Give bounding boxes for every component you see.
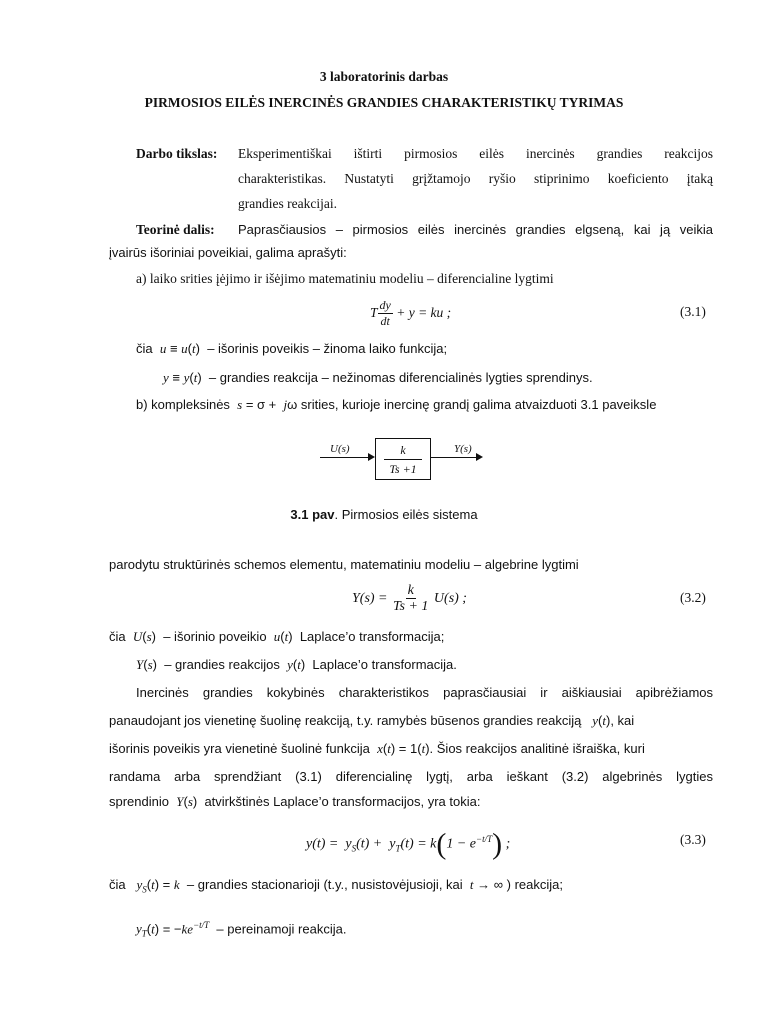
input-arrow-line bbox=[320, 457, 370, 458]
paragraph-1: parodytu struktūrinės schemos elementu, matematiniu modeliu – algebrine lygtimi bbox=[109, 557, 579, 572]
aim-label: Darbo tikslas: bbox=[136, 146, 218, 161]
cia-5: čia $y_S(t) = k$ – grandies stacionarioji (t.y., nusistovėjusioji, kai t → ∞ ) reakcija; bbox=[109, 877, 563, 895]
equation-number-3-1: (3.1) bbox=[680, 304, 706, 319]
figure-caption: 3.1 pav. Pirmosios eilės sistema bbox=[290, 507, 478, 522]
block-denominator: Ts +1 bbox=[389, 462, 417, 476]
cia-2: y ≡ y(t) – grandies reakcija – nežinomas diferencialinės lygties sprendinys. bbox=[163, 370, 593, 385]
output-arrow-head bbox=[476, 453, 483, 461]
paragraph-2-line-5: sprendinio Y(s) atvirkštinės Laplace’o transformacijos, yra tokia: bbox=[109, 794, 481, 809]
aim-line-3: grandies reakcijai. bbox=[238, 196, 337, 211]
aim-line-2: charakteristikas. Nustatyti grįžtamojo ryšio stiprinimo koeficiento įtaką bbox=[238, 171, 713, 186]
block-fraction-bar bbox=[384, 459, 422, 460]
cia-4: Y(s) – grandies reakcijos y(t) Laplace’o transformacija. bbox=[136, 657, 457, 672]
transfer-function-block bbox=[375, 438, 431, 480]
paragraph-2-line-2: panaudojant jos vienetinę šuolinę reakciją, t.y. ramybės būsenos grandies reakciją y(t), kai bbox=[109, 713, 635, 728]
block-numerator: k bbox=[400, 443, 406, 457]
equation-3-2: Y(s) = $\frac{k}{Ts + 1}$ U(s) ; bbox=[352, 583, 467, 615]
cia-6: $y_T(t) = -ke^{-t/T}$ – pereinamoji reakcija. bbox=[136, 920, 347, 939]
paragraph-2-line-1: Inercinės grandies kokybinės charakteristikos paprasčiausiai ir aiškiausiai apibrėžiamos bbox=[136, 685, 713, 700]
theory-label: Teorinė dalis: bbox=[136, 222, 215, 237]
theory-line-1: Paprasčiausios – pirmosios eilės inercinės grandies elgseną, kai ją veikia bbox=[238, 222, 713, 237]
block-input-label: U(s) bbox=[330, 443, 350, 455]
cia-3: čia U(s) – išorinio poveikio u(t) Laplace’o transformacija; bbox=[109, 629, 445, 644]
aim-line-1: Eksperimentiškai ištirti pirmosios eilės inercinės grandies reakcijos bbox=[238, 146, 713, 161]
theory-line-2: įvairūs išoriniai poveikiai, galima aprašyti: bbox=[109, 245, 347, 260]
theory-item-a: a) laiko srities įėjimo ir išėjimo matematiniu modeliu – diferencialine lygtimi bbox=[136, 271, 554, 286]
equation-number-3-2: (3.2) bbox=[680, 590, 706, 605]
input-arrow-head bbox=[368, 453, 375, 461]
lab-title: 3 laboratorinis darbas bbox=[319, 69, 449, 84]
paragraph-2-line-4: randama arba sprendžiant (3.1) diferencialinę lygtį, arba ieškant (3.2) algebrinės lygties bbox=[109, 769, 713, 784]
theory-item-b: b) kompleksinės s = σ + jω srities, kurioje inercinę grandį galima atvaizduoti 3.1 paveiksle bbox=[136, 397, 657, 412]
equation-3-3: $y(t) = y_S(t) + y_T(t) = k(1 - e^{-t/T})$ ; bbox=[306, 827, 511, 861]
main-title: PIRMOSIOS EILĖS INERCINĖS GRANDIES CHARAKTERISTIKŲ TYRIMAS bbox=[144, 95, 624, 110]
paragraph-2-line-3: išorinis poveikis yra vienetinė šuolinė funkcija x(t) = 1(t). Šios reakcijos analitinė išraiška, kuri bbox=[109, 741, 645, 756]
equation-number-3-3: (3.3) bbox=[680, 832, 706, 847]
equation-3-1: T $\frac{dy}{dt}$ + y = ku ; bbox=[370, 298, 452, 329]
block-output-label: Y(s) bbox=[454, 443, 472, 455]
output-arrow-line bbox=[430, 457, 478, 458]
cia-1: čia u ≡ u(t) – išorinis poveikis – žinoma laiko funkcija; bbox=[136, 341, 448, 356]
